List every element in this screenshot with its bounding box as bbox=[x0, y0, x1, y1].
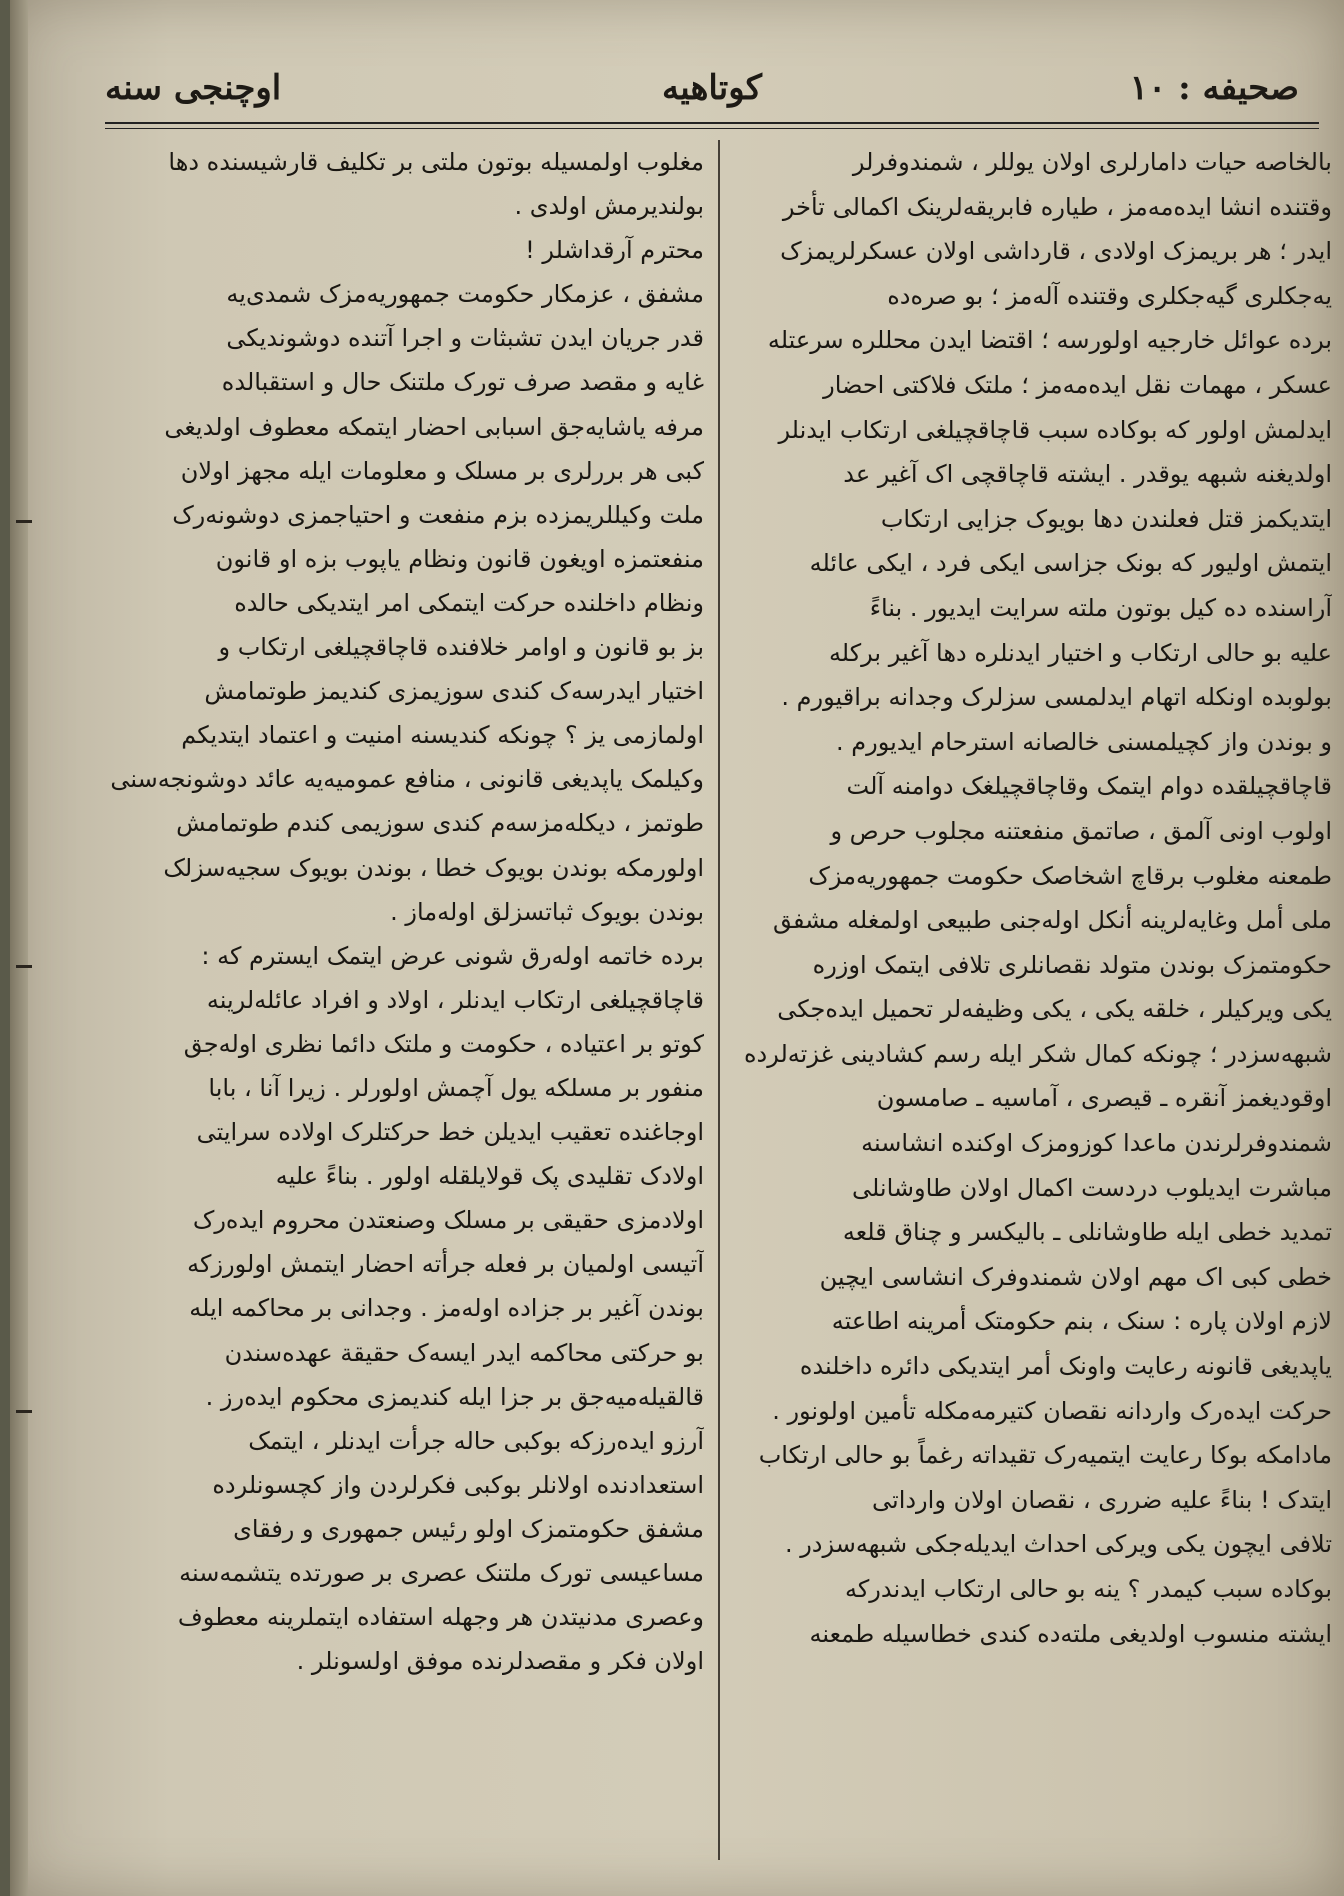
binding-stitch bbox=[16, 1410, 32, 1413]
text-line: ایتمش اولیور که بونک جزاسی ایکی فرد ، ایکی عائله bbox=[809, 549, 1332, 578]
text-line: مساعیسی تورک ملتنک عصری بر صورتده یتشمه‌سنه bbox=[179, 1559, 704, 1587]
text-line: اولادک تقلیدی پک قولایلقله اولور . بناءً علیه bbox=[275, 1162, 704, 1191]
text-line: بولوبده اونکله اتهام ایدلمسی سزلرک وجدانه براقیورم . bbox=[781, 683, 1332, 712]
text-line: منفعتمزه اویغون قانون ونظام یاپوب بزه او قانون bbox=[215, 544, 704, 573]
text-line: لازم اولان پاره : سنک ، بنم حکومتک أمرینه اطاعته bbox=[831, 1307, 1332, 1336]
text-line: آتیسی اولمیان بر فعله جرأته احضار ایتمش اولورزکه bbox=[187, 1250, 704, 1279]
text-line: وقتنده انشا ایده‌مه‌مز ، طیاره فابریقه‌لرینک اکمالی تأخر bbox=[782, 192, 1332, 221]
page-binding-edge bbox=[10, 0, 28, 1896]
newspaper-page bbox=[10, 0, 1344, 1896]
text-line: یکی ویرکیلر ، خلقه یکی ، یکی وظیفه‌لر تحمیل ایده‌جکی bbox=[777, 995, 1332, 1024]
text-line: اختیار ایدرسه‌ک کندی سوزیمزی کندیمز طوتمامش bbox=[204, 677, 704, 706]
text-line: یه‌جکلری گیه‌جکلری وقتنده آله‌مز ؛ بو صره‌ده bbox=[887, 281, 1332, 310]
text-line: قاچاقچیلغی ارتکاب ایدنلر ، اولاد و افراد عائله‌لرینه bbox=[206, 985, 704, 1014]
text-line: مشفق ، عزمکار حکومت جمهوریه‌مزک شمدی‌یه bbox=[226, 280, 704, 309]
right-text-column bbox=[732, 140, 1332, 1656]
text-line: قاچاقچیلقده دوام ایتمک وقاچاقچیلغک دوامنه آلت bbox=[846, 772, 1332, 801]
text-line: حرکت ایده‌رک واردانه نقصان کتیرمه‌مکله تأمین اولونور . bbox=[772, 1396, 1332, 1425]
text-line: خطی کبی اک مهم اولان شمندوفرک انشاسی ایچین bbox=[819, 1262, 1332, 1291]
text-line: آرزو ایده‌رزکه بوکبی حاله جرأت ایدنلر ، ایتمک bbox=[248, 1426, 704, 1455]
text-line: برده عوائل خارجیه اولورسه ؛ اقتضا ایدن محللره سرعتله bbox=[767, 326, 1332, 355]
text-line: مادامکه بوکا رعایت ایتمیه‌رک تقیداته رغماً بو حالی ارتکاب bbox=[758, 1441, 1332, 1470]
text-line: قدر جریان ایدن تشبثات و اجرا آتنده دوشوندیکی bbox=[226, 324, 704, 353]
text-line: آراسنده ده کیل بوتون ملته سرایت ایدیور . بناءً bbox=[869, 593, 1332, 622]
column-divider bbox=[718, 140, 720, 1860]
binding-stitch bbox=[16, 965, 32, 968]
text-line: شمندوفرلرندن ماعدا کوزومزک اوکنده انشاسنه bbox=[861, 1129, 1332, 1158]
text-line: و بوندن واز کچیلمسنی خالصانه استرحام ایدیورم . bbox=[836, 727, 1332, 756]
left-text-column bbox=[108, 140, 704, 1683]
text-line: اوقودیغمز آنقره ـ قیصری ، آماسیه ـ صامسون bbox=[876, 1084, 1332, 1113]
text-line: شبهه‌سزدر ؛ چونکه کمال شکر ایله رسم کشادینی غزته‌لرده bbox=[743, 1039, 1332, 1068]
text-line: قالقیله‌میه‌جق بر جزا ایله کندیمزی محکوم ایده‌رز . bbox=[205, 1382, 704, 1411]
text-line: تلافی ایچون یکی ویرکی احداث ایدیله‌جکی شبهه‌سزدر . bbox=[784, 1530, 1332, 1559]
text-line: علیه بو حالی ارتکاب و اختیار ایدنلره دها آغیر برکله bbox=[828, 638, 1332, 667]
text-line: غایه و مقصد صرف تورک ملتنک حال و استقبالده bbox=[221, 368, 704, 397]
text-line: بوندن آغیر بر جزاده اوله‌مز . وجدانی بر محاکمه ایله bbox=[189, 1294, 704, 1323]
text-line: حکومتمزک بوندن متولد نقصانلری تلافی ایتمک اوزره bbox=[812, 950, 1332, 979]
header-rule bbox=[105, 122, 1319, 129]
text-line: بوندن بویوک ثباتسزلق اوله‌ماز . bbox=[390, 897, 704, 926]
text-line: ونظام داخلنده حرکت ایتمکی امر ایتدیکی حالده bbox=[234, 588, 704, 617]
text-line: بوکاده سبب کیمدر ؟ ینه بو حالی ارتکاب ایدندرکه bbox=[844, 1575, 1332, 1603]
text-line: مباشرت ایدیلوب دردست اکمال اولان طاوشانلی bbox=[851, 1173, 1332, 1202]
text-line: استعدادنده اولانلر بوکبی فکرلردن واز کچسونلرده bbox=[212, 1470, 704, 1499]
year-label: اوچنجی سنه bbox=[105, 68, 282, 108]
text-line: ملت وکیللریمزده بزم منفعت و احتیاجمزی دوشونه‌رک bbox=[172, 500, 704, 529]
text-line: طوتمز ، دیکله‌مزسه‌م کندی سوزیمی کندم طوتمامش bbox=[176, 809, 704, 838]
text-line: ایدلمش اولور که بوکاده سبب قاچاقچیلغی ارتکاب ایدنلر bbox=[778, 415, 1332, 444]
text-line: ایتدیکمز قتل فعلندن دها بویوک جزایی ارتکاب bbox=[880, 504, 1332, 533]
text-line: بز بو قانون و اوامر خلافنده قاچاقچیلغی ارتکاب و bbox=[218, 633, 704, 662]
text-line: محترم آرقداشلر ! bbox=[525, 236, 704, 265]
text-line: برده خاتمه اوله‌رق شونی عرض ایتمک ایسترم که : bbox=[201, 941, 704, 970]
text-line: اولادمزی حقیقی بر مسلک وصنعتدن محروم ایده‌رک bbox=[192, 1206, 704, 1235]
text-line: اولوب اونی آلمق ، صاتمق منفعتنه مجلوب حرص و bbox=[830, 816, 1332, 845]
text-line: اولورمکه بوندن بویوک خطا ، بوندن بویوک سجیه‌سزلک bbox=[163, 853, 704, 882]
text-line: کبی هر بررلری بر مسلک و معلومات ایله مجهز اولان bbox=[180, 456, 704, 485]
text-line: طمعنه مغلوب برقاچ اشخاصک حکومت جمهوریه‌مزک bbox=[808, 861, 1332, 890]
text-line: بو حرکتی محاکمه ایدر ایسه‌ک حقیقة عهده‌سندن bbox=[224, 1338, 704, 1367]
text-line: اوجاغنده تعقیب ایدیلن خط حرکتلرک اولاده سرایتی bbox=[196, 1118, 704, 1147]
text-line: ملی أمل وغایه‌لرینه أنکل اوله‌جنی طبیعی اولمغله مشفق bbox=[773, 906, 1332, 935]
text-line: اولان فکر و مقصدلرنده موفق اولسونلر . bbox=[296, 1647, 704, 1676]
text-line: وعصری مدنیتدن هر وجهله استفاده ایتملرینه معطوف bbox=[177, 1603, 704, 1632]
text-line: اولدیغنه شبهه یوقدر . ایشته قاچاقچی اک آغیر عد bbox=[843, 460, 1332, 489]
text-line: تمدید خطی ایله طاوشانلی ـ بالیکسر و چناق قلعه bbox=[842, 1218, 1332, 1247]
text-line: وکیلمک یاپدیغی قانونی ، منافع عمومیه‌یه عائد دوشونجه‌سنی bbox=[110, 765, 704, 794]
text-line: مغلوب اولمسیله بوتون ملتی بر تکلیف قارشیسنده دها bbox=[168, 148, 704, 176]
text-line: ایتدک ! بناءً علیه ضرری ، نقصان اولان وارداتی bbox=[872, 1485, 1332, 1514]
text-line: منفور بر مسلکه یول آچمش اولورلر . زیرا آنا ، بابا bbox=[208, 1073, 704, 1102]
newspaper-title: کوتاهیه bbox=[662, 68, 762, 108]
text-line: یاپدیغی قانونه رعایت واونک أمر ایتدیکی دائره داخلنده bbox=[799, 1352, 1332, 1381]
text-line: ایشته منسوب اولدیغی ملته‌ده کندی خطاسیله طمعنه bbox=[809, 1619, 1332, 1648]
text-line: عسکر ، مهمات نقل ایده‌مه‌مز ؛ ملتک فلاکتی احضار bbox=[823, 370, 1332, 399]
page-header bbox=[105, 60, 1319, 120]
page-number-label: صحیفه : ۱۰ bbox=[1129, 68, 1299, 108]
text-line: بالخاصه حیات دامارلری اولان یوللر ، شمندوفرلر bbox=[852, 148, 1332, 176]
text-line: مشفق حکومتمزک اولو رئیس جمهوری و رفقای bbox=[233, 1514, 704, 1543]
text-line: اولمازمی یز ؟ چونکه کندیسنه امنیت و اعتماد ایتدیکم bbox=[181, 721, 704, 750]
text-line: مرفه یاشایه‌جق اسبابی احضار ایتمکه معطوف اولدیغی bbox=[164, 412, 704, 441]
text-line: کوتو بر اعتیاده ، حکومت و ملتک دائما نظری اوله‌جق bbox=[183, 1029, 704, 1058]
text-line: ایدر ؛ هر بریمزک اولادی ، قارداشی اولان عسکرلریمزک bbox=[780, 237, 1332, 266]
text-line: بولندیرمش اولدی . bbox=[514, 192, 704, 221]
binding-stitch bbox=[16, 520, 32, 523]
